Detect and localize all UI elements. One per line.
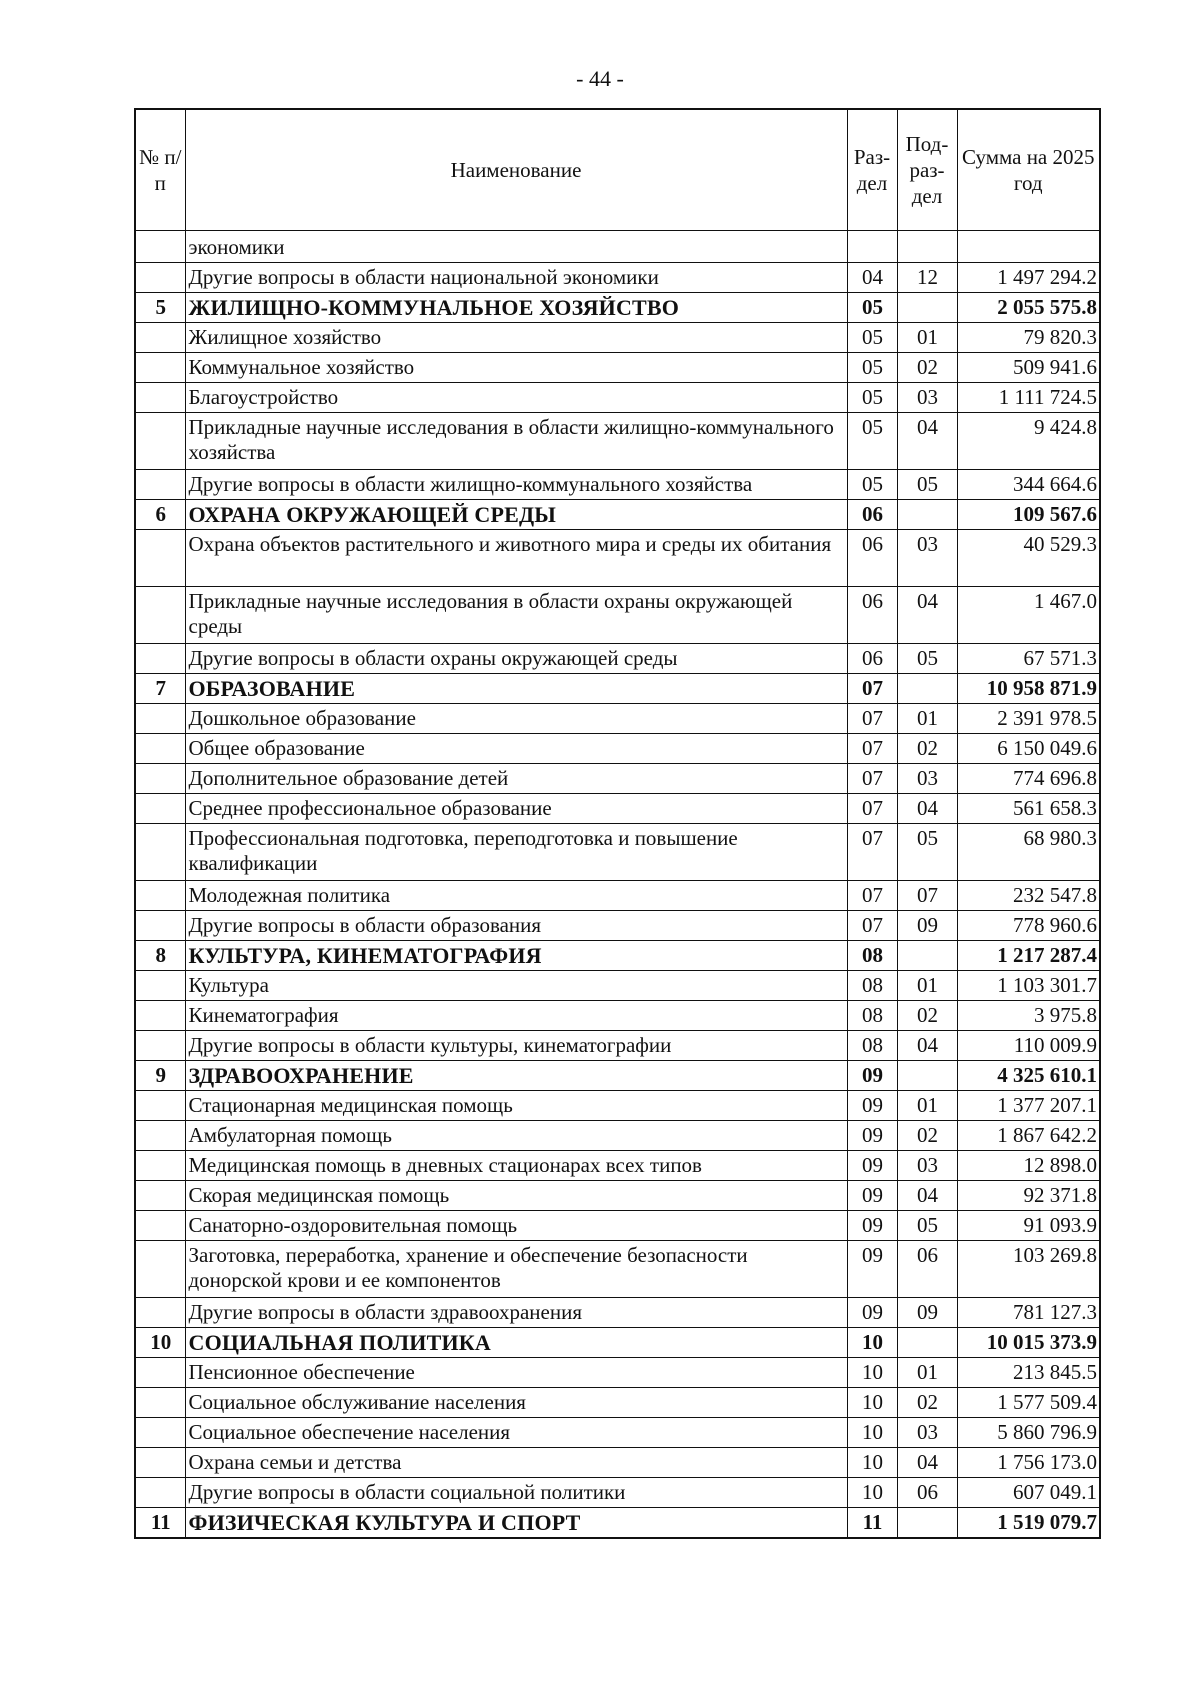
cell-razdel: 10 (847, 1448, 897, 1478)
cell-name: Кинематография (185, 1001, 847, 1031)
table-row-section (135, 1328, 1100, 1358)
cell-name: Общее образование (185, 734, 847, 764)
cell-num (135, 323, 185, 353)
cell-podrazdel: 03 (897, 764, 957, 794)
cell-name: Охрана объектов растительного и животного мира и среды их обитания (185, 530, 847, 587)
cell-razdel: 10 (847, 1328, 897, 1358)
cell-name: Пенсионное обеспечение (185, 1358, 847, 1388)
cell-num: 10 (135, 1328, 185, 1358)
cell-podrazdel: 04 (897, 413, 957, 470)
cell-name: Дополнительное образование детей (185, 764, 847, 794)
cell-num (135, 1181, 185, 1211)
cell-razdel: 07 (847, 794, 897, 824)
table-row (135, 971, 1100, 1001)
cell-podrazdel: 01 (897, 1091, 957, 1121)
cell-podrazdel: 12 (897, 263, 957, 293)
cell-razdel: 11 (847, 1508, 897, 1539)
cell-sum: 1 756 173.0 (957, 1448, 1100, 1478)
table-row (135, 587, 1100, 644)
table-row (135, 1241, 1100, 1298)
cell-num (135, 263, 185, 293)
cell-razdel: 09 (847, 1091, 897, 1121)
cell-sum: 1 111 724.5 (957, 383, 1100, 413)
cell-sum: 91 093.9 (957, 1211, 1100, 1241)
cell-sum: 40 529.3 (957, 530, 1100, 587)
cell-podrazdel (897, 500, 957, 530)
cell-sum: 92 371.8 (957, 1181, 1100, 1211)
cell-podrazdel: 01 (897, 971, 957, 1001)
cell-num (135, 1211, 185, 1241)
cell-sum: 109 567.6 (957, 500, 1100, 530)
cell-name: Медицинская помощь в дневных стационарах всех типов (185, 1151, 847, 1181)
cell-sum: 12 898.0 (957, 1151, 1100, 1181)
cell-sum: 2 055 575.8 (957, 293, 1100, 323)
cell-sum: 10 015 373.9 (957, 1328, 1100, 1358)
cell-razdel: 07 (847, 704, 897, 734)
cell-num (135, 587, 185, 644)
cell-sum: 781 127.3 (957, 1298, 1100, 1328)
cell-razdel: 05 (847, 323, 897, 353)
cell-razdel: 07 (847, 734, 897, 764)
cell-num (135, 470, 185, 500)
cell-podrazdel: 02 (897, 1121, 957, 1151)
cell-razdel: 10 (847, 1388, 897, 1418)
cell-razdel: 05 (847, 470, 897, 500)
table-row (135, 1478, 1100, 1508)
table-row-section (135, 500, 1100, 530)
cell-sum: 2 391 978.5 (957, 704, 1100, 734)
cell-name: Среднее профессиональное образование (185, 794, 847, 824)
table-row (135, 1121, 1100, 1151)
cell-num (135, 1031, 185, 1061)
cell-num (135, 734, 185, 764)
cell-podrazdel: 09 (897, 911, 957, 941)
cell-podrazdel (897, 941, 957, 971)
table-row (135, 1001, 1100, 1031)
cell-razdel: 09 (847, 1298, 897, 1328)
cell-sum: 344 664.6 (957, 470, 1100, 500)
cell-num (135, 1478, 185, 1508)
cell-razdel: 04 (847, 263, 897, 293)
cell-sum: 68 980.3 (957, 824, 1100, 881)
table-row (135, 1388, 1100, 1418)
cell-razdel: 05 (847, 353, 897, 383)
table-row (135, 530, 1100, 587)
table-row (135, 1091, 1100, 1121)
cell-num: 6 (135, 500, 185, 530)
cell-num (135, 971, 185, 1001)
cell-razdel: 06 (847, 644, 897, 674)
table-row (135, 1151, 1100, 1181)
cell-num (135, 1418, 185, 1448)
cell-num (135, 1001, 185, 1031)
cell-name: Благоустройство (185, 383, 847, 413)
cell-sum: 67 571.3 (957, 644, 1100, 674)
cell-podrazdel (897, 1061, 957, 1091)
cell-sum: 778 960.6 (957, 911, 1100, 941)
cell-razdel: 08 (847, 1031, 897, 1061)
cell-name: Другие вопросы в области образования (185, 911, 847, 941)
table-body (135, 231, 1100, 1539)
cell-sum: 607 049.1 (957, 1478, 1100, 1508)
cell-sum: 509 941.6 (957, 353, 1100, 383)
cell-razdel: 07 (847, 911, 897, 941)
cell-num: 5 (135, 293, 185, 323)
cell-razdel: 06 (847, 587, 897, 644)
cell-podrazdel: 01 (897, 1358, 957, 1388)
cell-razdel: 10 (847, 1358, 897, 1388)
cell-razdel: 08 (847, 971, 897, 1001)
cell-name: Социальное обеспечение населения (185, 1418, 847, 1448)
cell-sum: 9 424.8 (957, 413, 1100, 470)
cell-num (135, 824, 185, 881)
table-row (135, 470, 1100, 500)
cell-sum: 1 217 287.4 (957, 941, 1100, 971)
cell-name: Другие вопросы в области социальной политики (185, 1478, 847, 1508)
cell-podrazdel: 04 (897, 794, 957, 824)
cell-name: ЖИЛИЩНО-КОММУНАЛЬНОЕ ХОЗЯЙСТВО (185, 293, 847, 323)
cell-name: СОЦИАЛЬНАЯ ПОЛИТИКА (185, 1328, 847, 1358)
cell-sum: 1 867 642.2 (957, 1121, 1100, 1151)
cell-name: Жилищное хозяйство (185, 323, 847, 353)
table-row-section (135, 941, 1100, 971)
cell-name: Другие вопросы в области жилищно-коммунального хозяйства (185, 470, 847, 500)
cell-num (135, 353, 185, 383)
cell-razdel: 09 (847, 1241, 897, 1298)
cell-podrazdel: 03 (897, 383, 957, 413)
cell-num (135, 1388, 185, 1418)
cell-razdel: 05 (847, 413, 897, 470)
cell-name: Другие вопросы в области национальной экономики (185, 263, 847, 293)
cell-name: Прикладные научные исследования в области охраны окружающей среды (185, 587, 847, 644)
cell-name: ФИЗИЧЕСКАЯ КУЛЬТУРА И СПОРТ (185, 1508, 847, 1539)
cell-razdel: 09 (847, 1151, 897, 1181)
cell-sum: 1 377 207.1 (957, 1091, 1100, 1121)
cell-num: 9 (135, 1061, 185, 1091)
cell-podrazdel: 03 (897, 1418, 957, 1448)
cell-podrazdel: 04 (897, 1181, 957, 1211)
cell-name: Другие вопросы в области культуры, кинематографии (185, 1031, 847, 1061)
cell-num (135, 1358, 185, 1388)
cell-podrazdel (897, 1508, 957, 1539)
cell-num (135, 1448, 185, 1478)
cell-podrazdel (897, 674, 957, 704)
table-row (135, 644, 1100, 674)
cell-name: Социальное обслуживание населения (185, 1388, 847, 1418)
cell-podrazdel: 09 (897, 1298, 957, 1328)
cell-num (135, 1241, 185, 1298)
table-row (135, 704, 1100, 734)
cell-name: Другие вопросы в области охраны окружающей среды (185, 644, 847, 674)
cell-name: КУЛЬТУРА, КИНЕМАТОГРАФИЯ (185, 941, 847, 971)
table-row (135, 323, 1100, 353)
cell-name: Молодежная политика (185, 881, 847, 911)
cell-podrazdel: 02 (897, 1001, 957, 1031)
cell-sum: 110 009.9 (957, 1031, 1100, 1061)
cell-sum: 1 577 509.4 (957, 1388, 1100, 1418)
cell-razdel: 09 (847, 1211, 897, 1241)
header-num: № п/п (135, 109, 185, 231)
cell-podrazdel: 03 (897, 530, 957, 587)
cell-sum: 774 696.8 (957, 764, 1100, 794)
cell-razdel: 10 (847, 1418, 897, 1448)
cell-num (135, 881, 185, 911)
cell-podrazdel: 02 (897, 1388, 957, 1418)
cell-sum: 1 497 294.2 (957, 263, 1100, 293)
cell-razdel: 09 (847, 1121, 897, 1151)
cell-name: ОБРАЗОВАНИЕ (185, 674, 847, 704)
cell-sum: 1 519 079.7 (957, 1508, 1100, 1539)
cell-num (135, 1091, 185, 1121)
table-row (135, 1211, 1100, 1241)
cell-num (135, 911, 185, 941)
cell-name: ОХРАНА ОКРУЖАЮЩЕЙ СРЕДЫ (185, 500, 847, 530)
cell-name: Дошкольное образование (185, 704, 847, 734)
table-row (135, 824, 1100, 881)
header-razdel: Раз-дел (847, 109, 897, 231)
cell-num (135, 764, 185, 794)
table-row (135, 1181, 1100, 1211)
cell-name: экономики (185, 231, 847, 263)
cell-sum: 6 150 049.6 (957, 734, 1100, 764)
cell-num (135, 1151, 185, 1181)
cell-name: Профессиональная подготовка, переподготовка и повышение квалификации (185, 824, 847, 881)
table-row (135, 1358, 1100, 1388)
cell-sum: 5 860 796.9 (957, 1418, 1100, 1448)
cell-name: Скорая медицинская помощь (185, 1181, 847, 1211)
cell-razdel: 08 (847, 1001, 897, 1031)
table-row (135, 1418, 1100, 1448)
table-row (135, 353, 1100, 383)
cell-razdel: 07 (847, 824, 897, 881)
table-row (135, 881, 1100, 911)
cell-sum (957, 231, 1100, 263)
table-row (135, 794, 1100, 824)
cell-sum: 3 975.8 (957, 1001, 1100, 1031)
cell-num (135, 530, 185, 587)
cell-razdel: 09 (847, 1061, 897, 1091)
cell-sum: 10 958 871.9 (957, 674, 1100, 704)
cell-num: 11 (135, 1508, 185, 1539)
cell-podrazdel: 01 (897, 704, 957, 734)
header-sum: Сумма на 2025 год (957, 109, 1100, 231)
cell-podrazdel (897, 1328, 957, 1358)
table-row (135, 734, 1100, 764)
table-row (135, 1298, 1100, 1328)
cell-podrazdel: 01 (897, 323, 957, 353)
cell-podrazdel: 04 (897, 1448, 957, 1478)
cell-name: ЗДРАВООХРАНЕНИЕ (185, 1061, 847, 1091)
table-row-section (135, 293, 1100, 323)
cell-razdel (847, 231, 897, 263)
table-row (135, 231, 1100, 263)
cell-podrazdel: 05 (897, 470, 957, 500)
cell-num (135, 794, 185, 824)
cell-podrazdel: 06 (897, 1478, 957, 1508)
page-number: - 44 - (576, 66, 624, 91)
cell-podrazdel: 03 (897, 1151, 957, 1181)
cell-razdel: 09 (847, 1181, 897, 1211)
cell-sum: 213 845.5 (957, 1358, 1100, 1388)
table-header-row (135, 109, 1100, 231)
table-row (135, 413, 1100, 470)
cell-podrazdel: 05 (897, 1211, 957, 1241)
cell-num (135, 1121, 185, 1151)
cell-num (135, 644, 185, 674)
cell-num: 7 (135, 674, 185, 704)
cell-num (135, 413, 185, 470)
cell-num (135, 704, 185, 734)
cell-sum: 561 658.3 (957, 794, 1100, 824)
cell-podrazdel: 02 (897, 353, 957, 383)
cell-sum: 1 467.0 (957, 587, 1100, 644)
cell-razdel: 08 (847, 941, 897, 971)
cell-sum: 1 103 301.7 (957, 971, 1100, 1001)
cell-podrazdel: 06 (897, 1241, 957, 1298)
cell-razdel: 06 (847, 530, 897, 587)
cell-name: Стационарная медицинская помощь (185, 1091, 847, 1121)
cell-razdel: 05 (847, 383, 897, 413)
cell-podrazdel: 07 (897, 881, 957, 911)
cell-podrazdel: 04 (897, 587, 957, 644)
cell-num: 8 (135, 941, 185, 971)
cell-podrazdel: 05 (897, 644, 957, 674)
cell-name: Прикладные научные исследования в области жилищно-коммунального хозяйства (185, 413, 847, 470)
table-row (135, 263, 1100, 293)
cell-razdel: 10 (847, 1478, 897, 1508)
cell-sum: 232 547.8 (957, 881, 1100, 911)
cell-podrazdel: 04 (897, 1031, 957, 1061)
table-row (135, 911, 1100, 941)
cell-name: Санаторно-оздоровительная помощь (185, 1211, 847, 1241)
cell-num (135, 1298, 185, 1328)
cell-podrazdel (897, 231, 957, 263)
header-name: Наименование (185, 109, 847, 231)
cell-name: Охрана семьи и детства (185, 1448, 847, 1478)
cell-razdel: 07 (847, 764, 897, 794)
table-row (135, 764, 1100, 794)
cell-num (135, 383, 185, 413)
cell-podrazdel: 02 (897, 734, 957, 764)
cell-name: Другие вопросы в области здравоохранения (185, 1298, 847, 1328)
cell-name: Культура (185, 971, 847, 1001)
cell-podrazdel: 05 (897, 824, 957, 881)
table-row (135, 1031, 1100, 1061)
cell-razdel: 07 (847, 674, 897, 704)
cell-num (135, 231, 185, 263)
table-row-section (135, 1508, 1100, 1539)
header-podrazdel: Под-раз-дел (897, 109, 957, 231)
cell-sum: 79 820.3 (957, 323, 1100, 353)
table-row-section (135, 674, 1100, 704)
budget-table (134, 108, 1101, 1539)
cell-name: Заготовка, переработка, хранение и обеспечение безопасности донорской крови и ее компонентов (185, 1241, 847, 1298)
cell-razdel: 05 (847, 293, 897, 323)
cell-sum: 103 269.8 (957, 1241, 1100, 1298)
cell-razdel: 07 (847, 881, 897, 911)
cell-podrazdel (897, 293, 957, 323)
cell-sum: 4 325 610.1 (957, 1061, 1100, 1091)
table-row (135, 383, 1100, 413)
table-row (135, 1448, 1100, 1478)
table-row-section (135, 1061, 1100, 1091)
cell-name: Коммунальное хозяйство (185, 353, 847, 383)
cell-name: Амбулаторная помощь (185, 1121, 847, 1151)
cell-razdel: 06 (847, 500, 897, 530)
